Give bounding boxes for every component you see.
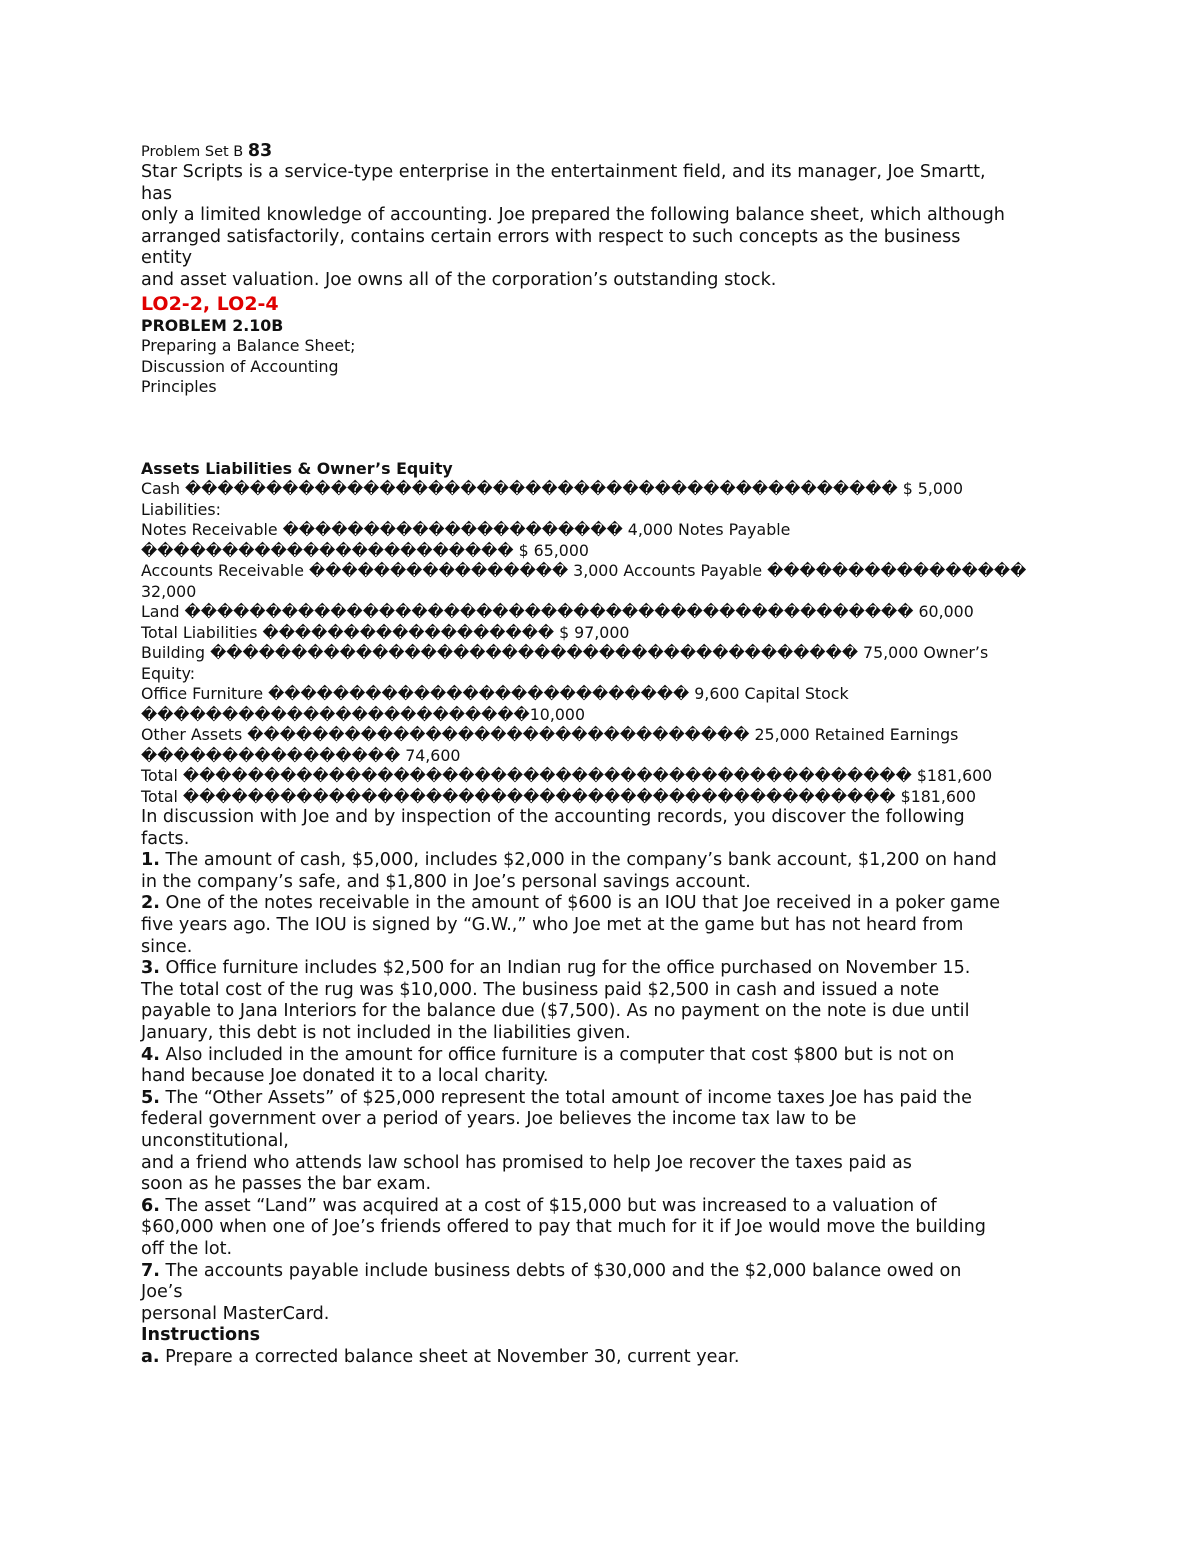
fact-text: The total cost of the rug was $10,000. The business paid $2,500 in cash and issued a note [141, 979, 940, 1000]
fact-text: in the company’s safe, and $1,800 in Joe’s personal savings account. [141, 871, 751, 892]
balance-sheet-line: Total Liabilities ������������������ $ 97,000 [141, 622, 630, 642]
fact-number: 2. [141, 893, 160, 914]
fact-text: soon as he passes the bar exam. [141, 1174, 432, 1195]
instruction-label: a. [141, 1346, 160, 1367]
fact-text: five years ago. The IOU is signed by “G.W.,” who Joe met at the game but has not heard from [141, 915, 964, 936]
fact-text: off the lot. [141, 1238, 233, 1259]
balance-sheet [141, 459, 1071, 808]
fact-text: Also included in the amount for office furniture is a computer that cost $800 but is not on [165, 1044, 955, 1065]
page-number: 83 [247, 141, 273, 161]
subtitle-line: Preparing a Balance Sheet; [141, 336, 356, 356]
balance-sheet-line: Equity: [141, 663, 196, 683]
fact-text: One of the notes receivable in the amount of $600 is an IOU that Joe received in a poker game [165, 893, 1001, 914]
fact-text: The accounts payable include business debts of $30,000 and the $2,000 balance owed on [165, 1260, 962, 1281]
fact-text: personal MasterCard. [141, 1303, 330, 1324]
fact-text: payable to Jana Interiors for the balance due ($7,500). As no payment on the note is due until [141, 1001, 970, 1022]
fact-text: The amount of cash, $5,000, includes $2,000 in the company’s bank account, $1,200 on hand [165, 850, 997, 871]
instructions-section [141, 1325, 1071, 1368]
header-label: Problem Set B [141, 144, 244, 160]
balance-sheet-line: Other Assets ������������������������������� 25,000 Retained Earnings [141, 725, 959, 745]
fact-text: Joe’s [141, 1282, 183, 1303]
fact-number: 1. [141, 850, 160, 871]
fact-text: hand because Joe donated it to a local charity. [141, 1066, 549, 1087]
balance-sheet-line: ���������������� 74,600 [141, 745, 461, 765]
fact-item [141, 958, 1071, 1044]
balance-sheet-line: 32,000 [141, 581, 197, 601]
intro-line: arranged satisfactorily, contains certain errors with respect to such concepts as the business [141, 226, 961, 247]
fact-item [141, 1088, 1071, 1196]
page-header [141, 141, 1071, 162]
balance-sheet-line: ����������������������� $ 65,000 [141, 540, 589, 560]
fact-number: 3. [141, 958, 160, 979]
discussion-line: In discussion with Joe and by inspection of the accounting records, you discover the following [141, 807, 965, 828]
balance-sheet-line: Building ���������������������������������������� 75,000 Owner’s [141, 643, 989, 663]
fact-item [141, 893, 1071, 958]
fact-text: since. [141, 936, 193, 957]
fact-item [141, 1261, 1071, 1326]
subtitle-line: Principles [141, 377, 217, 397]
fact-text: federal government over a period of years. Joe believes the income tax law to be [141, 1109, 857, 1130]
discussion-paragraph [141, 807, 1071, 850]
balance-sheet-line: Accounts Receivable ���������������� 3,000 Accounts Payable ���������������� [141, 561, 1027, 581]
facts-list [141, 850, 1071, 1325]
balance-sheet-line: Total �������������������������������������������� $181,600 [141, 786, 977, 806]
document-content [141, 141, 1071, 1369]
instructions-heading: Instructions [141, 1325, 261, 1346]
intro-line: entity [141, 248, 193, 269]
problem-title: PROBLEM 2.10B [141, 315, 284, 335]
problem-subtitle [141, 336, 1071, 398]
balance-sheet-line: Total ��������������������������������������������� $181,600 [141, 766, 993, 786]
discussion-line: facts. [141, 828, 190, 849]
instruction-text: Prepare a corrected balance sheet at November 30, current year. [165, 1346, 740, 1367]
fact-number: 7. [141, 1260, 160, 1281]
fact-text: and a friend who attends law school has promised to help Joe recover the taxes paid as [141, 1152, 912, 1173]
intro-line: and asset valuation. Joe owns all of the corporation’s outstanding stock. [141, 269, 777, 290]
fact-number: 5. [141, 1087, 160, 1108]
fact-item [141, 1045, 1071, 1088]
fact-text: unconstitutional, [141, 1130, 289, 1151]
balance-sheet-line: Notes Receivable ��������������������� 4,000 Notes Payable [141, 520, 791, 540]
balance-sheet-line: Cash �������������������������������������������� $ 5,000 [141, 479, 964, 499]
intro-paragraph [141, 162, 1071, 292]
fact-text: The asset “Land” was acquired at a cost of $15,000 but was increased to a valuation of [165, 1195, 937, 1216]
spacer [141, 398, 1071, 459]
fact-item [141, 850, 1071, 893]
balance-sheet-line: ������������������������10,000 [141, 704, 586, 724]
intro-line: Star Scripts is a service-type enterprise in the entertainment field, and its manager, Joe Smartt, [141, 162, 986, 182]
balance-sheet-line: Office Furniture �������������������������� 9,600 Capital Stock [141, 684, 849, 704]
balance-sheet-line: Land ��������������������������������������������� 60,000 [141, 602, 974, 622]
balance-sheet-line: Liabilities: [141, 499, 221, 519]
fact-text: January, this debt is not included in the liabilities given. [141, 1023, 631, 1043]
fact-text: The “Other Assets” of $25,000 represent the total amount of income taxes Joe has paid the [165, 1087, 972, 1108]
fact-text: Office furniture includes $2,500 for an Indian rug for the office purchased on November 15. [165, 958, 971, 979]
balance-sheet-heading: Assets Liabilities & Owner’s Equity [141, 458, 453, 478]
intro-line: has [141, 183, 173, 204]
intro-line: only a limited knowledge of accounting. Joe prepared the following balance sheet, which although [141, 205, 1005, 226]
fact-number: 4. [141, 1044, 160, 1065]
learning-objectives: LO2-2, LO2-4 [141, 292, 279, 315]
subtitle-line: Discussion of Accounting [141, 356, 339, 376]
fact-number: 6. [141, 1195, 160, 1216]
fact-item [141, 1196, 1071, 1261]
fact-text: $60,000 when one of Joe’s friends offered to pay that much for it if Joe would move the building [141, 1217, 986, 1238]
instruction-item [141, 1347, 1071, 1369]
